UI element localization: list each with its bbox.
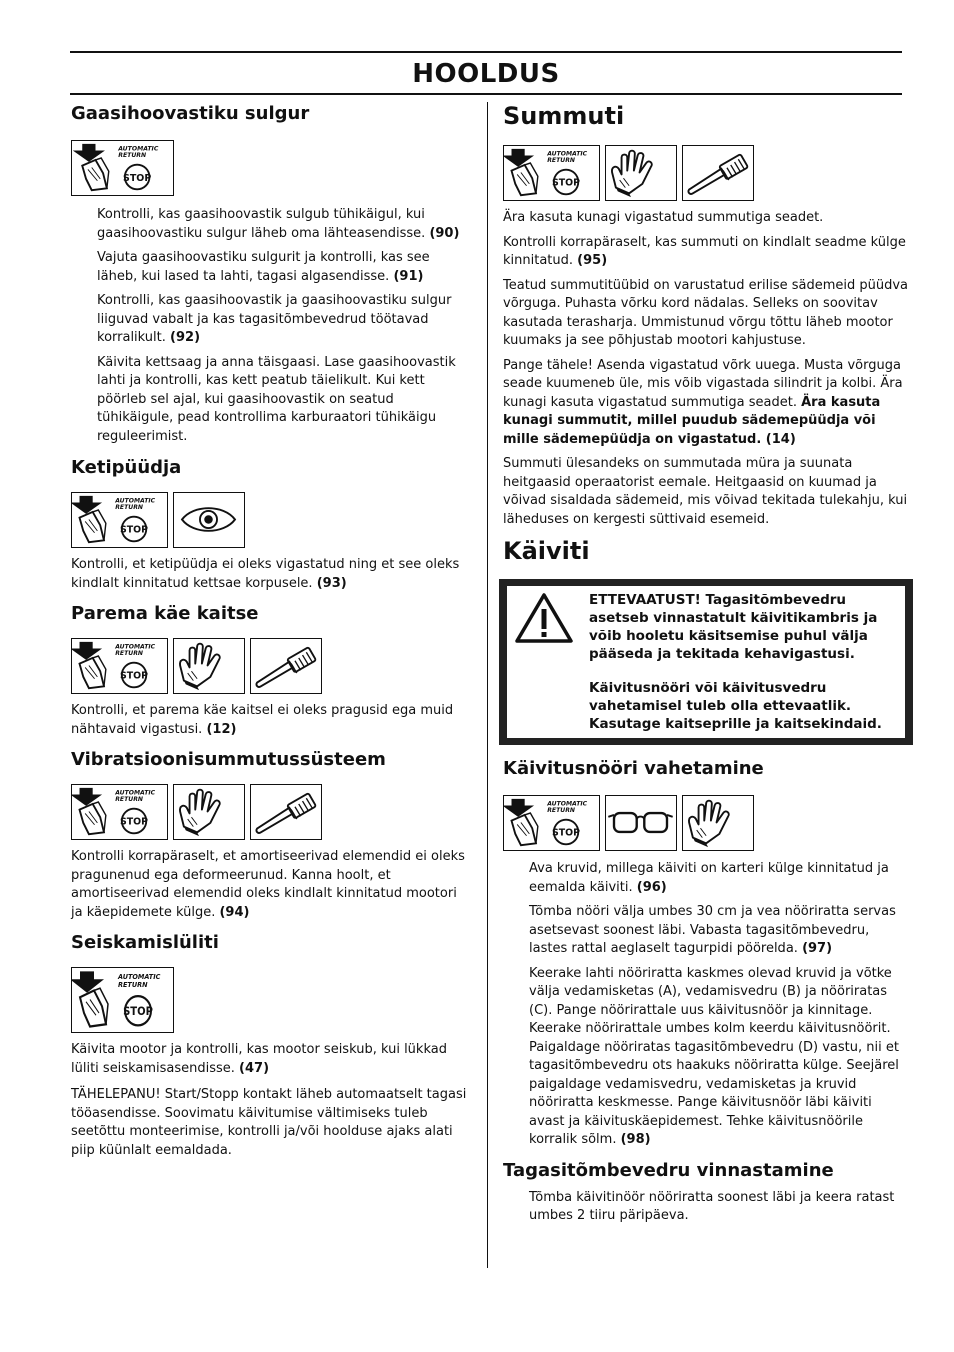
automatic-return-stop-icon	[71, 967, 174, 1033]
page-title: HOOLDUS	[412, 59, 560, 89]
glove-icon	[173, 638, 245, 694]
warning-paragraph: Käivitusnööri või käivitusvedru vahetamisel tuleb olla ettevaatlik. Kasutage kaitseprille ja kaitsekindaid.	[589, 680, 882, 732]
figure-ref: (95)	[577, 253, 608, 268]
right-column	[503, 100, 911, 1226]
paragraph	[71, 702, 471, 739]
paragraph-text: Kontrolli korrapäraselt, et amortiseerivad elemendid ei oleks pragunenud ega deformeerunud. Kanna hoolt, et amortiseerivad elemendid oleks kindlalt kinnitatud mootori ja käepidemete külge.	[71, 849, 465, 920]
paragraph	[503, 357, 911, 450]
glove-icon	[682, 795, 754, 851]
automatic-return-stop-icon	[71, 492, 168, 548]
warning-triangle-icon	[513, 591, 589, 733]
eye-inspect-icon	[173, 492, 245, 548]
figure-ref: (96)	[636, 879, 667, 895]
section-title-muffler: Summuti	[503, 102, 625, 130]
paragraph: Summuti ülesandeks on summutada müra ja suunata heitgaasid operaatorist eemale. Heitgaasid on kuumad ja võivad sisaldada sädemeid, mis võivad tekitada tulekahju, kui läheduses on kergesti süttivaid esemeid.	[503, 456, 908, 527]
section-title-vibration: Vibratsioonisummutussüsteem	[71, 749, 386, 770]
paragraph	[529, 965, 911, 1150]
figure-ref: (91)	[393, 268, 424, 284]
section-title-starter: Käiviti	[503, 537, 590, 565]
glove-icon	[173, 784, 245, 840]
paragraph-text: Pange tähele! Asenda vigastatud võrk uuega. Musta võrguga seade kuumeneb üle, mis võib vigastada silindrit ja kolbi. Ära kunagi kasuta vigastatud summutiga seadet.	[503, 357, 903, 410]
paragraph-text: Kontrolli, kas gaasihoovastik sulgub tühikäigul, kui gaasihoovastiku sulgur läheb oma lähteasendisse.	[97, 207, 426, 241]
warning-box-inner	[507, 586, 905, 738]
paragraph	[503, 234, 911, 271]
paragraph-text: Kontrolli, et parema käe kaitsel ei oleks pragusid ega muid nähtavaid vigastusi.	[71, 703, 454, 737]
icon-row	[71, 140, 471, 196]
brush-icon	[682, 145, 754, 201]
automatic-return-stop-icon	[503, 795, 600, 851]
figure-ref: (98)	[620, 1132, 651, 1147]
icon-row	[503, 795, 911, 851]
figure-ref: (47)	[239, 1060, 270, 1076]
paragraph	[97, 249, 471, 286]
paragraph: Käivita kettsaag ja anna täisgaasi. Lase gaasihoovastik lahti ja kontrolli, kas kett peatub täielikult. Kui kett pöörleb sel ajal, kui gaasihoovastik on seatud tühikäigule, pead kontrollima karburaatori tühikäigu reguleerimist.	[97, 354, 456, 444]
left-column	[71, 100, 471, 1160]
column-divider	[487, 102, 488, 1268]
paragraph	[529, 860, 911, 897]
paragraph: Teatud summutitüübid on varustatud erilise sädemeid püüdva võrguga. Puhasta võrku kord nädalas. Selleks on soovitav kasutada terasharja. Ummistunud võrgu tõttu läheb mootor kuumaks ja see põhjustab mootori kahjustuse.	[503, 277, 909, 348]
glove-icon	[605, 145, 677, 201]
figure-ref: (93)	[316, 575, 347, 591]
paragraph: Tõmba käivitinöör nööriratta soonest läbi ja keera ratast umbes 2 tiiru päripäeva.	[529, 1189, 895, 1223]
icon-row	[71, 784, 471, 840]
figure-ref: (90)	[429, 225, 460, 241]
figure-ref: (97)	[802, 941, 833, 956]
title-rule	[70, 93, 902, 95]
paragraph-text: Ava kruvid, millega käiviti on karteri külge kinnitatud ja eemalda käiviti.	[529, 861, 889, 895]
top-rule	[70, 51, 902, 53]
paragraph-text: Vajuta gaasihoovastiku sulgurit ja kontrolli, kas see läheb, kui lased ta lahti, tagasi algasendisse.	[97, 250, 430, 284]
brush-icon	[250, 784, 322, 840]
icon-row	[71, 967, 471, 1033]
section-title-right-hand-guard: Parema käe kaitse	[71, 603, 259, 624]
paragraph	[71, 1041, 471, 1078]
paragraph-text: Kontrolli, kas gaasihoovastik ja gaasihoovastiku sulgur liiguvad vabalt ja kas tagasitõmbevedrud töötavad korralikult.	[97, 293, 452, 345]
paragraph-text: Keerake lahti nööriratta kaskmes olevad kruvid ja võtke välja vedamisketas (A), vedamisvedru (B) ja nööriratas (C). Pange nöörirattale uus käivitusnöör ja kinnitage. Keerake nöörirattale umbes kolm keerdu käivitusnöörit. Paigaldage nööriratas tagasitõmbevedru (D) vastu, nii et tagasitõmbevedru ots haakuks nööriratta külge. Seejärel paigaldage vedamisvedru, vedamisketas ja kruvid nööriratta keskmesse. Pange käivitusnöör läbi käiviti avast ja käivituskäepidemest. Tehke käivitusnöörile korralik sõlm.	[529, 965, 899, 1147]
bold-warning-text: Ära kasuta kunagi summutit, millel puudub sädemepüüdja või mille sädemepüüdja on vigastatud. (14)	[503, 394, 881, 447]
automatic-return-stop-icon	[503, 145, 600, 201]
automatic-return-stop-icon	[71, 140, 174, 196]
section-title-chain-catcher: Ketipüüdja	[71, 457, 182, 478]
icon-row	[71, 638, 471, 694]
paragraph: TÄHELEPANU! Start/Stopp kontakt läheb automaatselt tagasi tööasendisse. Soovimatu käivitumise vältimiseks tuleb seetõttu monteerimise, kontrolli ja/või hoolduse ajaks alati piip küünlalt eemaldada.	[71, 1087, 467, 1158]
paragraph	[97, 206, 471, 243]
figure-ref: (12)	[206, 721, 237, 737]
section-title-spring-tension: Tagasitõmbevedru vinnastamine	[503, 1159, 834, 1181]
paragraph-text: Kontrolli, et ketipüüdja ei oleks vigastatud ning et see oleks kindlalt kinnitatud kettsae korpusele.	[71, 557, 460, 591]
section-title-throttle-lockout: Gaasihoovastiku sulgur	[71, 103, 310, 124]
icon-row	[71, 492, 471, 548]
paragraph	[97, 292, 471, 348]
icon-row	[503, 145, 911, 201]
paragraph: Ära kasuta kunagi vigastatud summutiga seadet.	[503, 210, 824, 225]
paragraph	[529, 903, 911, 959]
automatic-return-stop-icon	[71, 638, 168, 694]
warning-paragraph: ETTEVAATUST! Tagasitõmbevedru asetseb vinnastatult käivitikambris ja võib hooletu käsitsemise puhul välja pääseda ja tekitada kehavigastusi.	[589, 592, 878, 662]
paragraph	[71, 848, 471, 922]
figure-ref: (92)	[170, 330, 201, 345]
section-title-cord-replace: Käivitusnööri vahetamine	[503, 758, 764, 779]
paragraph-text: Kontrolli korrapäraselt, kas summuti on kindlalt seadme külge kinnitatud.	[503, 234, 906, 268]
figure-ref: (94)	[219, 904, 250, 920]
warning-box	[499, 579, 913, 745]
goggles-icon	[605, 795, 677, 851]
paragraph	[71, 556, 471, 593]
paragraph-text: Tõmba nööri välja umbes 30 cm ja vea nööriratta servas asetsevast soonest läbi. Vabasta tagasitõmbevedru, lastes rattal aeglaselt tagurpidi pöörelda.	[529, 904, 896, 956]
paragraph-text: Käivita mootor ja kontrolli, kas mootor seiskub, kui lükkad lüliti seiskamisasendisse.	[71, 1042, 447, 1076]
brush-icon	[250, 638, 322, 694]
warning-text	[589, 591, 897, 733]
automatic-return-stop-icon	[71, 784, 168, 840]
section-title-stop-switch: Seiskamislüliti	[71, 932, 219, 953]
